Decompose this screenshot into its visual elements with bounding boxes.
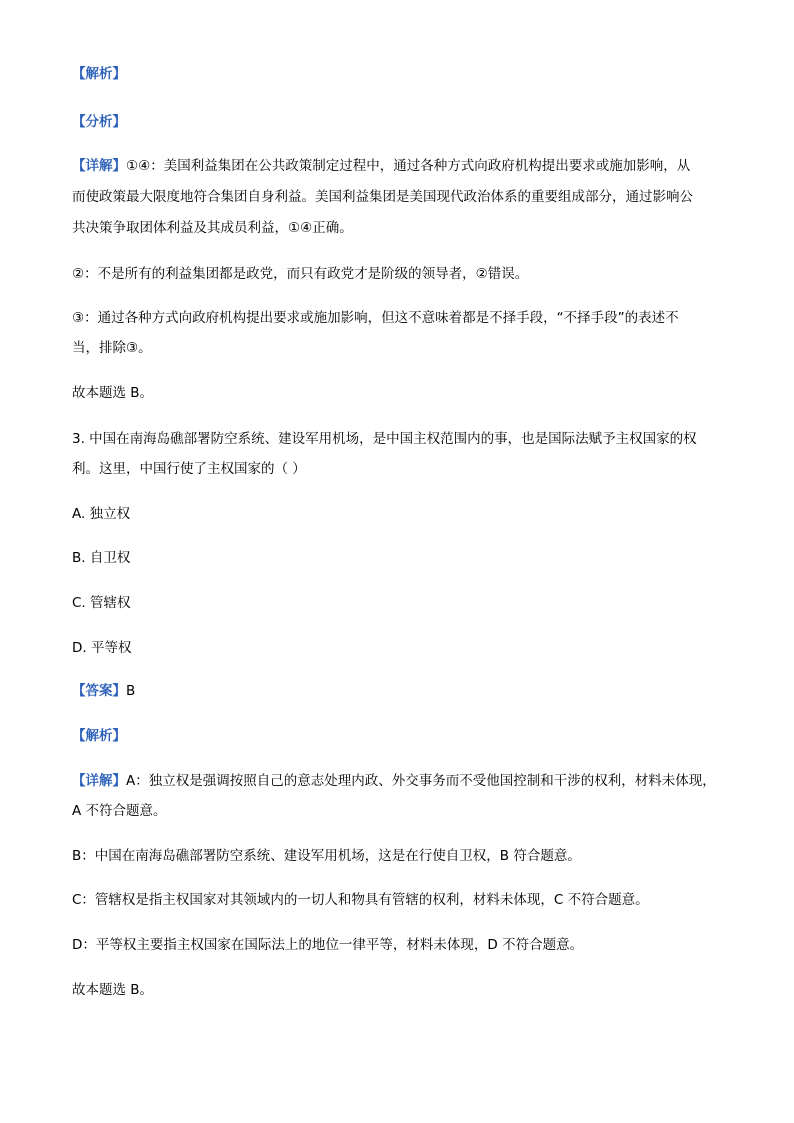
detail-text: ①④：美国利益集团在公共政策制定过程中，通过各种方式向政府机构提出要求或施加影响，从 <box>126 158 691 174</box>
detail-paragraph-line: 而使政策最大限度地符合集团自身利益。美国利益集团是美国现代政治体系的重要组成部分，通过影响公 <box>72 189 693 205</box>
analysis-tag: 【解析】 <box>72 66 126 82</box>
analysis-tag: 【解析】 <box>72 728 126 744</box>
explanation-b: B：中国在南海岛礁部署防空系统、建设军用机场，这是在行使自卫权，B 符合题意。 <box>72 848 581 864</box>
conclusion-text: 故本题选 B。 <box>72 385 154 401</box>
point-3-text: ③：通过各种方式向政府机构提出要求或施加影响，但这不意味着都是不择手段，“不择手段”的表述不 <box>72 310 679 326</box>
detail-tag: 【详解】 <box>72 773 126 789</box>
answer-line <box>72 683 135 699</box>
detail-paragraph-line <box>72 158 690 174</box>
explanation-d: D：平等权主要指主权国家在国际法上的地位一律平等，材料未体现，D 不符合题意。 <box>72 937 584 953</box>
option-a: A. 独立权 <box>72 506 131 522</box>
detail-tag: 【详解】 <box>72 158 126 174</box>
option-d: D. 平等权 <box>72 640 132 656</box>
point-3-text: 当，排除③。 <box>72 340 152 356</box>
explanation-c: C：管辖权是指主权国家对其领域内的一切人和物具有管辖的权利，材料未体现，C 不符合题意。 <box>72 892 649 908</box>
conclusion-text: 故本题选 B。 <box>72 982 154 998</box>
option-c: C. 管辖权 <box>72 595 131 611</box>
question-3-stem: 3. 中国在南海岛礁部署防空系统、建设军用机场，是中国主权范围内的事，也是国际法赋予主权国家的权 <box>72 431 697 447</box>
answer-value: B <box>126 683 136 699</box>
question-3-stem: 利。这里，中国行使了主权国家的（ ） <box>72 461 306 477</box>
detail-paragraph-line: 共决策争取团体利益及其成员利益，①④正确。 <box>72 220 353 236</box>
explanation-a-text: A：独立权是强调按照自己的意志处理内政、外交事务而不受他国控制和干涉的权利，材料未体现， <box>126 773 716 789</box>
point-2-text: ②：不是所有的利益集团都是政党，而只有政党才是阶级的领导者，②错误。 <box>72 266 529 282</box>
answer-tag: 【答案】 <box>72 683 126 699</box>
explanation-a-text: A 不符合题意。 <box>72 803 167 819</box>
option-b: B. 自卫权 <box>72 550 131 566</box>
fenxi-tag: 【分析】 <box>72 114 126 130</box>
explanation-a <box>72 773 716 789</box>
